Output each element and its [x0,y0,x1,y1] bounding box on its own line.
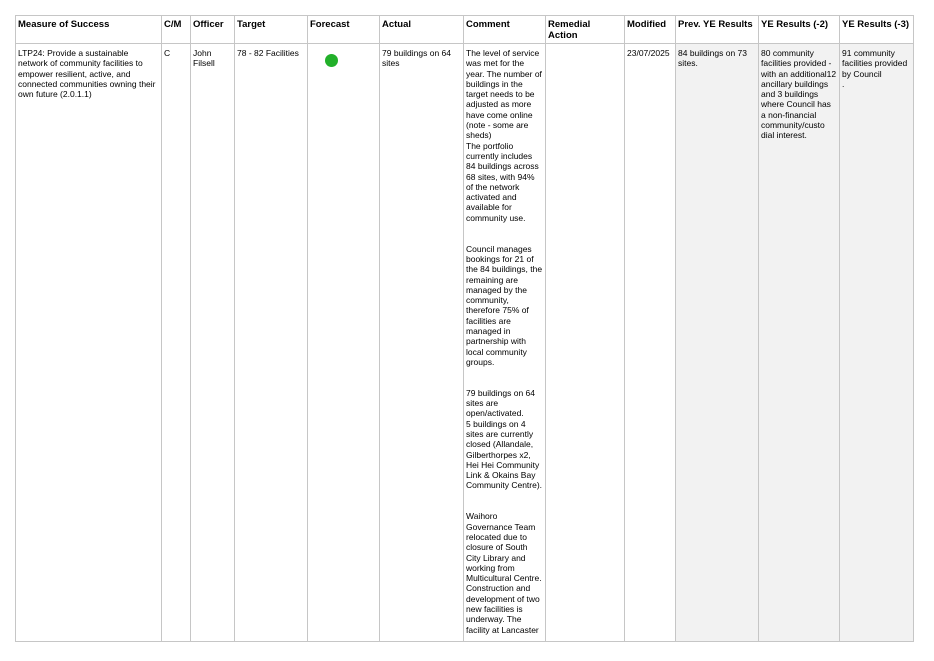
prev-ye-results-text: 84 buildings on 73 sites. [678,48,748,69]
officer-text: John Filsell [193,48,215,69]
actual-text: 79 buildings on 64 sites [382,48,452,69]
column-header-ye-results-minus-2: YE Results (-2) [759,16,840,44]
cm-text: C [164,48,171,58]
remedial-action-cell [546,44,625,642]
table-row [16,44,914,642]
ye-results-minus-3-cell [840,44,914,642]
column-header-actual: Actual [380,16,464,44]
officer-cell [191,44,235,642]
ye-results-minus-2-cell [759,44,840,642]
forecast-cell [308,44,380,642]
measure-text: LTP24: Provide a sustainable network of community facilities to empower resilient, active, and connected communities owning their own future (2.0.1.1) [18,48,156,100]
cm-cell [162,44,191,642]
modified-cell [625,44,676,642]
ye-results-minus-3-text: 91 community facilities provided by Council . [842,48,908,89]
comment-cell [464,44,546,642]
column-header-ye-results-minus-3: YE Results (-3) [840,16,914,44]
actual-cell [380,44,464,642]
prev-ye-results-cell [676,44,759,642]
column-header-measure: Measure of Success [16,16,162,44]
column-header-comment: Comment [464,16,546,44]
target-text: 78 - 82 Facilities [237,48,299,58]
column-header-target: Target [235,16,308,44]
comment-text: The level of service was met for the year. The number of buildings in the target needs to be adjusted as more have come online (note - some are sheds) The portfolio currently includes 84 buildings across 68 sites, with 94% of the network activated and available for community use. Council manages bookings for 21 of the 84 buildings, the remaining are managed by the community, therefore 75% of facilities are managed in partnership with local community groups. 79 buildings on 64 sites are open/activated. 5 buildings on 4 sites are currently closed (Allandale, Gilberthorpes x2, Hei Hei Community Link & Okains Bay Community Centre). Waihoro Governance Team relocated due to closure of South City Library and working from Multicultural Centre. Construction and development of two new facilities is underway. The facility at Lancaster [466,48,543,635]
column-header-forecast: Forecast [308,16,380,44]
modified-text: 23/07/2025 [627,48,670,58]
target-cell [235,44,308,642]
column-header-officer: Officer [191,16,235,44]
measure-cell [16,44,162,642]
header-row [16,16,914,44]
column-header-prev-ye-results: Prev. YE Results [676,16,759,44]
forecast-status-indicator [325,54,338,67]
performance-report-table [15,15,914,642]
ye-results-minus-2-text: 80 community facilities provided - with an additional12 ancillary buildings and 3 buildings where Council has a non-financial community/custo dial interest. [761,48,837,141]
column-header-remedial-action: Remedial Action [546,16,625,44]
column-header-cm: C/M [162,16,191,44]
column-header-modified: Modified [625,16,676,44]
